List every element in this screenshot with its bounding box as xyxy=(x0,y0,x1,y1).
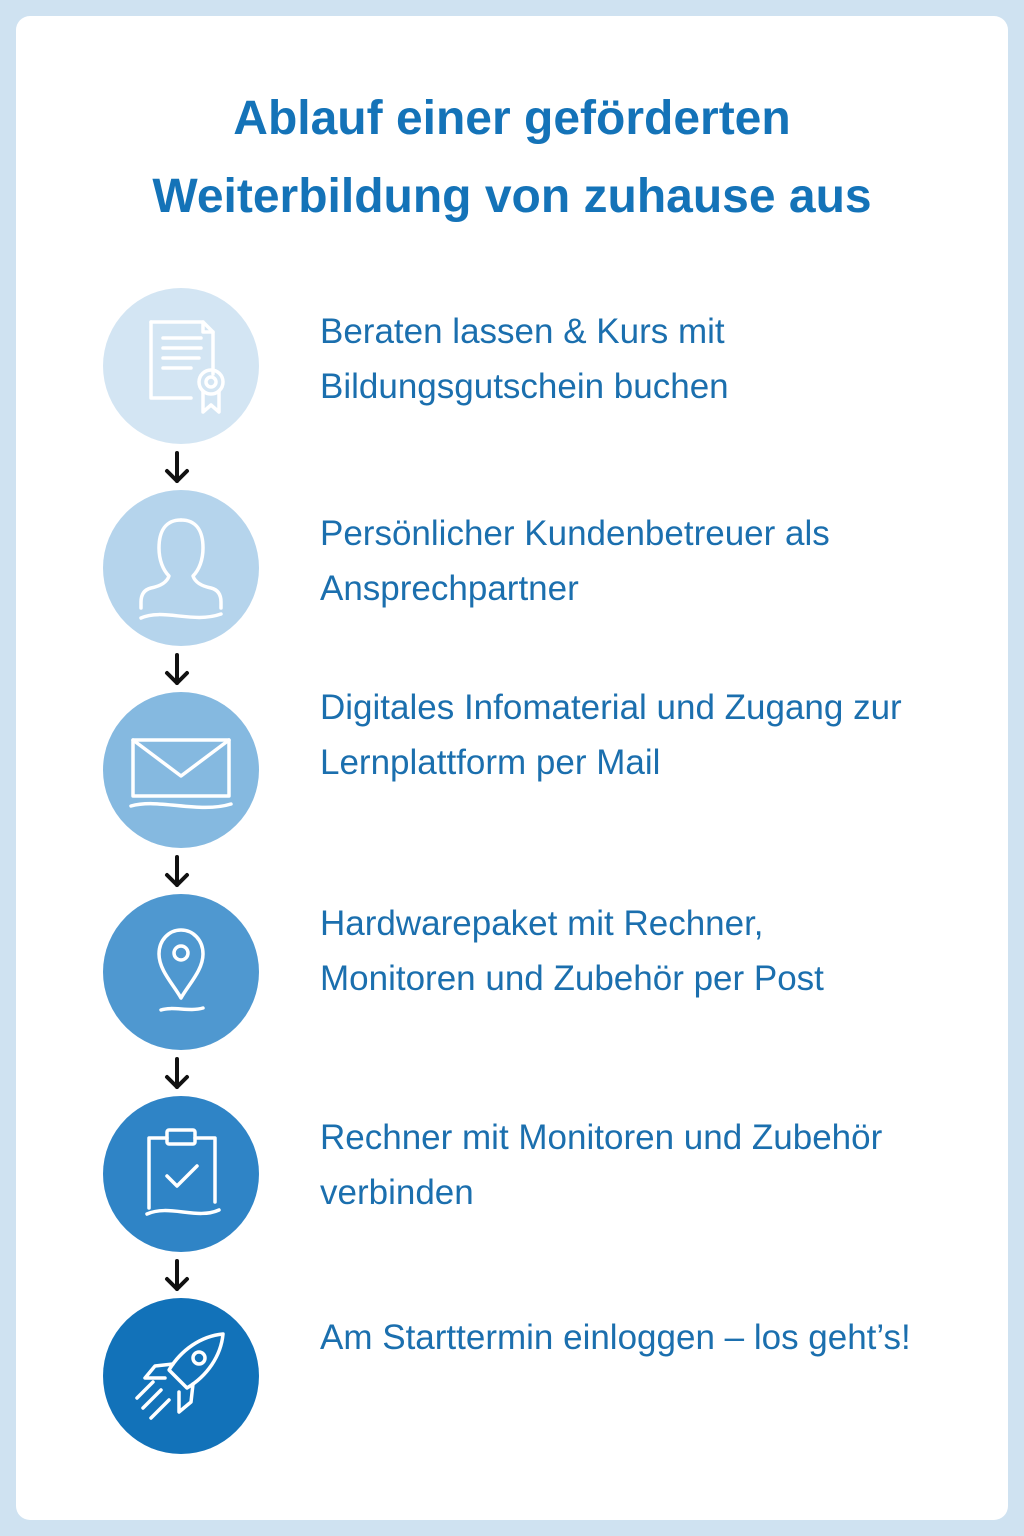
arrow-down-icon xyxy=(162,652,192,688)
rocket-icon xyxy=(103,1298,259,1454)
title-line-1: Ablauf einer geförderten xyxy=(233,92,791,145)
arrow-down-icon xyxy=(162,450,192,486)
step-5-circle xyxy=(103,1096,259,1252)
step-4-circle xyxy=(103,894,259,1050)
envelope-icon xyxy=(103,692,259,848)
step-1-circle xyxy=(103,288,259,444)
step-6-circle xyxy=(103,1298,259,1454)
arrow-down-icon xyxy=(162,854,192,890)
step-3-circle xyxy=(103,692,259,848)
arrow-down-icon xyxy=(162,1056,192,1092)
clipboard-check-icon xyxy=(103,1096,259,1252)
location-pin-icon xyxy=(103,894,259,1050)
step-2-text: Persönlicher Kundenbetreuer als Ansprechpartner xyxy=(320,514,830,608)
title-line-2: Weiterbildung von zuhause aus xyxy=(152,170,872,223)
step-6-text: Am Starttermin einloggen – los geht’s! xyxy=(320,1318,911,1357)
infographic-card xyxy=(16,16,1008,1520)
infographic-title xyxy=(16,80,1008,236)
person-icon xyxy=(103,490,259,646)
step-3-text: Digitales Infomaterial und Zugang zur Lernplattform per Mail xyxy=(320,688,902,782)
arrow-down-icon xyxy=(162,1258,192,1294)
step-1-text: Beraten lassen & Kurs mit Bildungsgutschein buchen xyxy=(320,312,729,406)
step-5-text: Rechner mit Monitoren und Zubehör verbinden xyxy=(320,1118,883,1212)
step-2-circle xyxy=(103,490,259,646)
certificate-icon xyxy=(103,288,259,444)
step-4-text: Hardwarepaket mit Rechner, Monitoren und Zubehör per Post xyxy=(320,904,824,998)
